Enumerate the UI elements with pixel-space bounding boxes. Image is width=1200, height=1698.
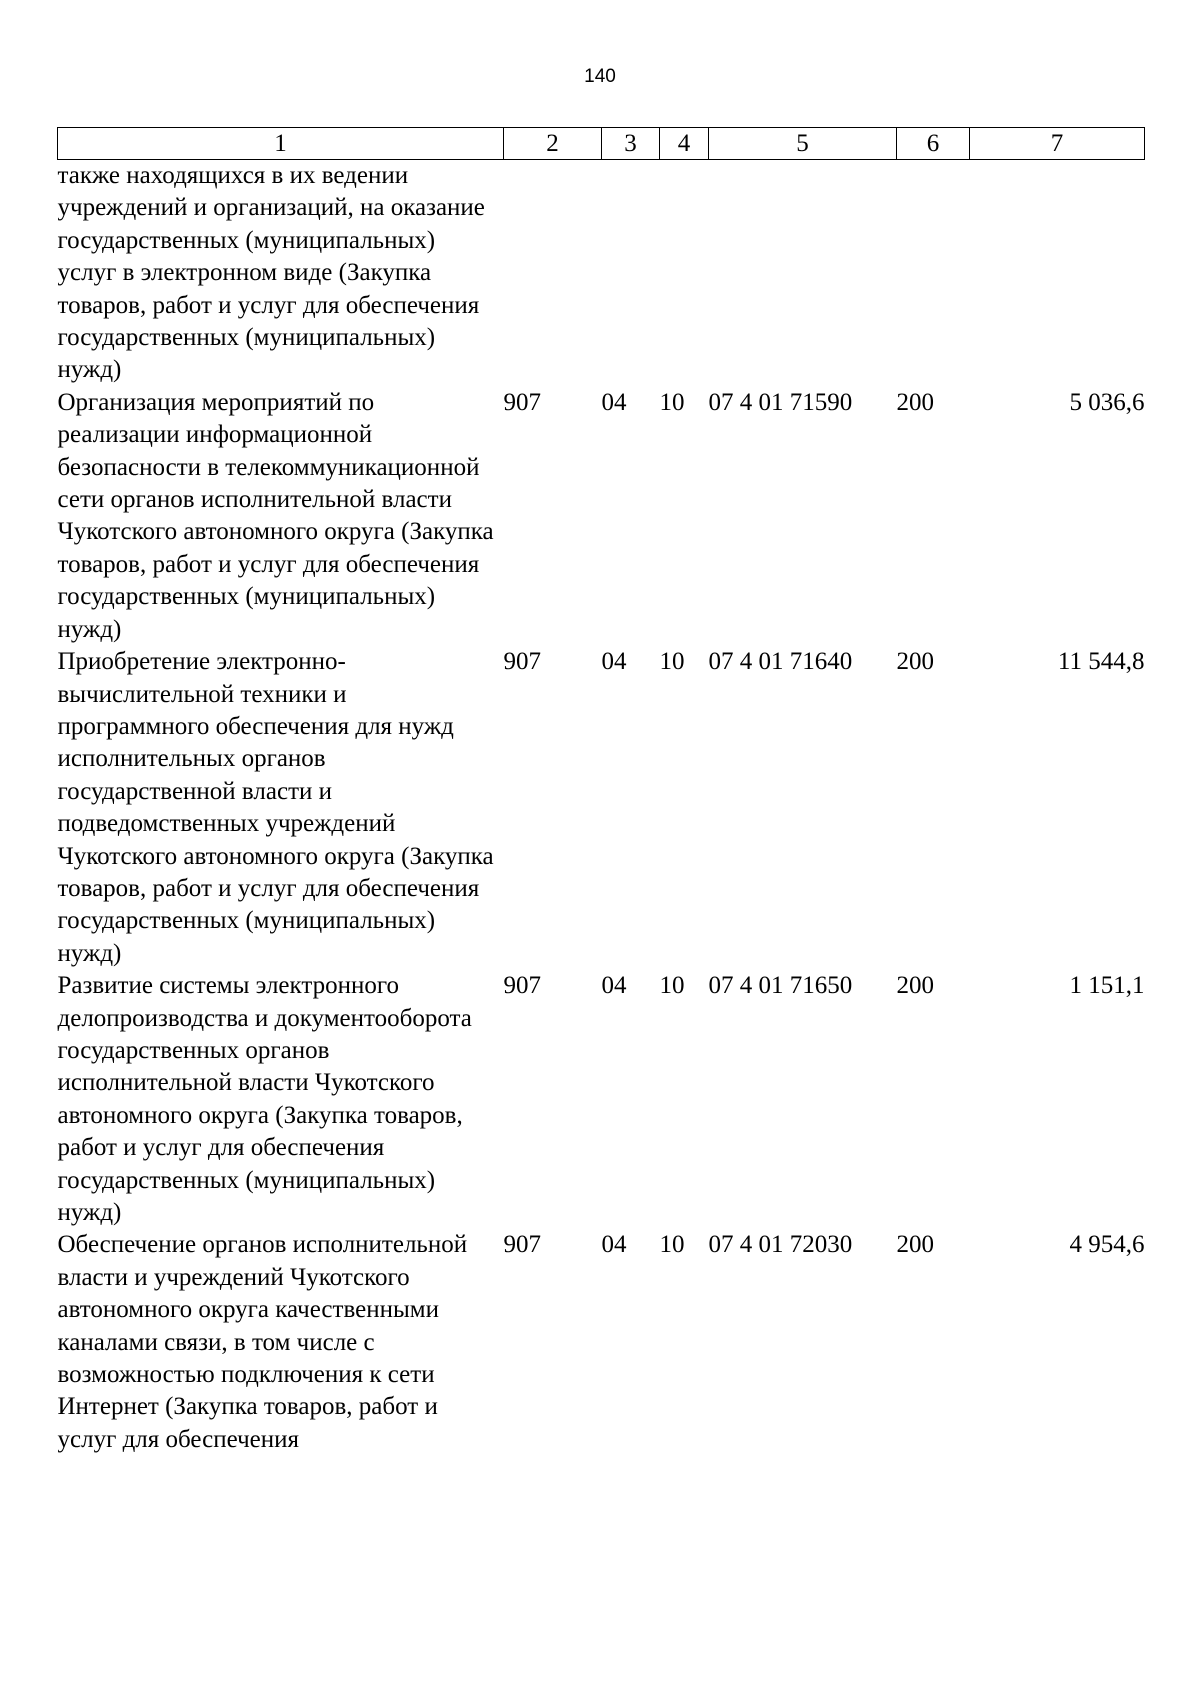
table-row — [58, 160, 1145, 387]
row-name: Развитие системы электронного делопроизводства и документооборота государственных органов исполнительной власти Чукотского автономного округа (Закупка товаров, работ и услуг для обеспечения государственных (муниципальных) нужд) — [57, 972, 472, 1226]
row-target — [709, 160, 897, 387]
header-col-6: 6 — [897, 128, 970, 160]
row-ministry: 907 — [503, 648, 541, 676]
table-row — [58, 387, 1145, 646]
row-section: 04 — [601, 388, 627, 416]
row-target: 07 4 01 71640 — [708, 648, 853, 676]
row-ministry: 907 — [503, 1231, 541, 1259]
table-body — [58, 160, 1145, 1457]
header-col-3: 3 — [602, 128, 660, 160]
header-col-1: 1 — [58, 128, 504, 160]
table-header — [58, 128, 1145, 160]
page-number: 140 — [584, 66, 616, 87]
row-ministry — [504, 160, 602, 387]
row-expense-type: 200 — [896, 1231, 934, 1259]
row-expense-type: 200 — [896, 648, 934, 676]
row-ministry: 907 — [503, 972, 541, 1000]
row-expense-type — [897, 160, 970, 387]
row-subsection: 10 — [659, 972, 685, 1000]
header-col-5: 5 — [709, 128, 897, 160]
row-subsection: 10 — [659, 1231, 685, 1259]
row-name: Обеспечение органов исполнительной власти и учреждений Чукотского автономного округа качественными каналами связи, в том числе с возможностью подключения к сети Интернет (Закупка товаров, работ и услуг для обеспечения — [57, 1231, 468, 1453]
header-col-2: 2 — [504, 128, 602, 160]
table-row — [58, 646, 1145, 970]
row-name: Организация мероприятий по реализации информационной безопасности в телекоммуникационной сети органов исполнительной власти Чукотского автономного округа (Закупка товаров, работ и услуг для обеспечения государственных (муниципальных) нужд) — [57, 388, 494, 643]
row-amount — [970, 160, 1145, 387]
row-target: 07 4 01 71650 — [708, 972, 853, 1000]
budget-table — [57, 127, 1145, 1456]
row-section: 04 — [601, 972, 627, 1000]
row-amount: 1 151,1 — [1069, 972, 1145, 1000]
row-amount: 11 544,8 — [1057, 648, 1145, 676]
table-row — [58, 970, 1145, 1229]
row-target: 07 4 01 71590 — [708, 388, 853, 416]
row-section: 04 — [601, 1231, 627, 1259]
row-subsection: 10 — [659, 648, 685, 676]
row-ministry: 907 — [503, 388, 541, 416]
row-subsection: 10 — [659, 388, 685, 416]
row-amount: 5 036,6 — [1069, 388, 1145, 416]
row-section: 04 — [601, 648, 627, 676]
row-expense-type: 200 — [896, 972, 934, 1000]
table-row — [58, 1229, 1145, 1456]
header-col-4: 4 — [660, 128, 709, 160]
row-amount: 4 954,6 — [1069, 1231, 1145, 1259]
header-col-7: 7 — [970, 128, 1145, 160]
row-subsection — [660, 160, 709, 387]
row-name: также находящихся в их ведении учреждений и организаций, на оказание государственных (муниципальных) услуг в электронном виде (Закупка товаров, работ и услуг для обеспечения государственных (муниципальных) нужд) — [57, 162, 485, 384]
row-expense-type: 200 — [896, 388, 934, 416]
row-name: Приобретение электронно-вычислительной техники и программного обеспечения для нужд исполнительных органов государственной власти и подведомственных учреждений Чукотского автономного округа (Закупка товаров, работ и услуг для обеспечения государственных (муниципальных) нужд) — [57, 648, 494, 967]
header-row — [58, 128, 1145, 160]
row-section — [602, 160, 660, 387]
row-target: 07 4 01 72030 — [708, 1231, 853, 1259]
